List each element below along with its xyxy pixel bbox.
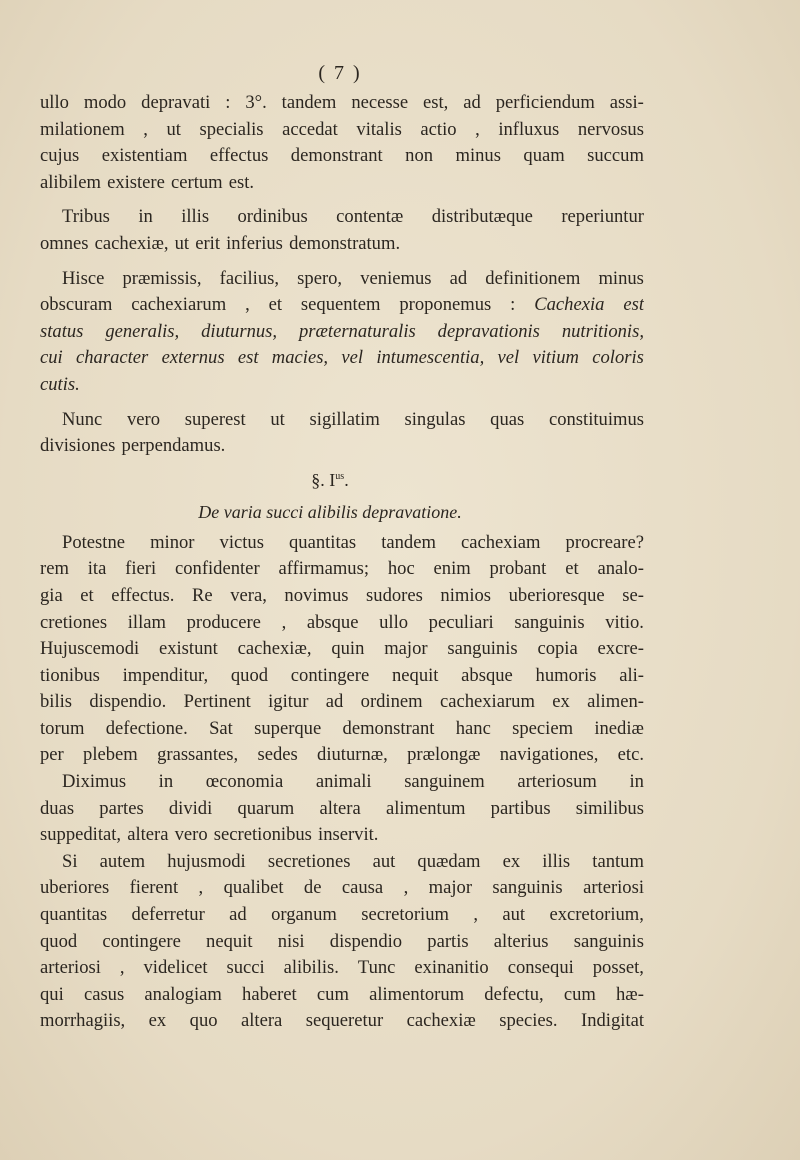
text-line: suppeditat, altera vero secretionibus inservit. <box>40 824 379 846</box>
text-line: per plebem grassantes, sedes diuturnæ, prælongæ navigationes, etc. <box>40 744 644 766</box>
text-line: Diximus in œconomia animali sanguinem arteriosum in <box>62 771 644 793</box>
text-line: arteriosi , videlicet succi alibilis. Tunc exinanitio consequi posset, <box>40 957 644 979</box>
text-line: alibilem existere certum est. <box>40 171 255 193</box>
text-line: obscuram cachexiarum , et sequentem proponemus : Cachexia est <box>40 294 644 316</box>
paragraph-6 <box>40 769 644 849</box>
paragraph-1 <box>40 90 644 196</box>
text-line: bilis dispendio. Pertinent igitur ad ordinem cachexiarum ex alimen- <box>40 691 644 713</box>
text-line: torum defectione. Sat superque demonstrant hanc speciem inediæ <box>40 717 644 739</box>
paragraph-4 <box>40 407 644 460</box>
text-line: quod contingere nequit nisi dispendio partis alterius sanguinis <box>40 930 644 952</box>
text-line: Potestne minor victus quantitas tandem cachexiam procreare? <box>62 531 644 553</box>
text-line: duas partes dividi quarum altera alimentum partibus similibus <box>40 797 644 819</box>
definition-line: status generalis, diuturnus, præternaturalis depravationis nutritionis, <box>40 320 644 342</box>
text-line: cretiones illam producere , absque ullo peculiari sanguinis vitio. <box>40 611 644 633</box>
text-line: Hujuscemodi existunt cachexiæ, quin major sanguinis copia excre- <box>40 638 644 660</box>
definition-line: cutis. <box>40 373 80 395</box>
paragraph-5 <box>40 530 644 769</box>
text-line: morrhagiis, ex quo altera sequeretur cachexiæ species. Indigitat <box>40 1010 644 1032</box>
text-line: Si autem hujusmodi secretiones aut quædam ex illis tantum <box>62 850 644 872</box>
text-line: omnes cachexiæ, ut erit inferius demonstratum. <box>40 232 401 254</box>
section-number: §. $I^{us}$. <box>311 469 349 490</box>
text-line: Tribus in illis ordinibus contentæ distributæque reperiuntur <box>62 206 644 228</box>
text-line: gia et effectus. Re vera, novimus sudores nimios uberioresque se- <box>40 584 644 606</box>
text-line: qui casus analogiam haberet cum alimentorum defectu, cum hæ- <box>40 983 644 1005</box>
text-line: divisiones perpendamus. <box>40 435 226 457</box>
text-line: uberiores fierent , qualibet de causa , major sanguinis arteriosi <box>40 877 644 899</box>
text-line: quantitas deferretur ad organum secretorium , aut excretorium, <box>40 904 644 926</box>
text-line: ullo modo depravati : 3°. tandem necesse est, ad perficiendum assi- <box>40 92 644 113</box>
text-block-top <box>40 90 644 1035</box>
text-line: tionibus impenditur, quod contingere nequit absque humoris ali- <box>40 664 644 686</box>
text-line: Hisce præmissis, facilius, spero, veniemus ad definitionem minus <box>62 267 644 289</box>
paragraph-2 <box>40 204 644 257</box>
text-line: cujus existentiam effectus demonstrant non minus quam succum <box>40 145 644 167</box>
paragraph-3 <box>40 266 644 399</box>
page-number: ( 7 ) <box>318 62 362 84</box>
paragraph-7 <box>40 849 644 1035</box>
definition-line: cui character externus est macies, vel intumescentia, vel vitium coloris <box>40 347 644 369</box>
text-line: milationem , ut specialis accedat vitalis actio , influxus nervosus <box>40 118 644 140</box>
section-heading: De varia succi alibilis depravatione. <box>198 501 462 522</box>
text-line: Nunc vero superest ut sigillatim singulas quas constituimus <box>62 408 644 430</box>
text-line: rem ita fieri confidenter affirmamus; hoc enim probant et analo- <box>40 558 644 580</box>
